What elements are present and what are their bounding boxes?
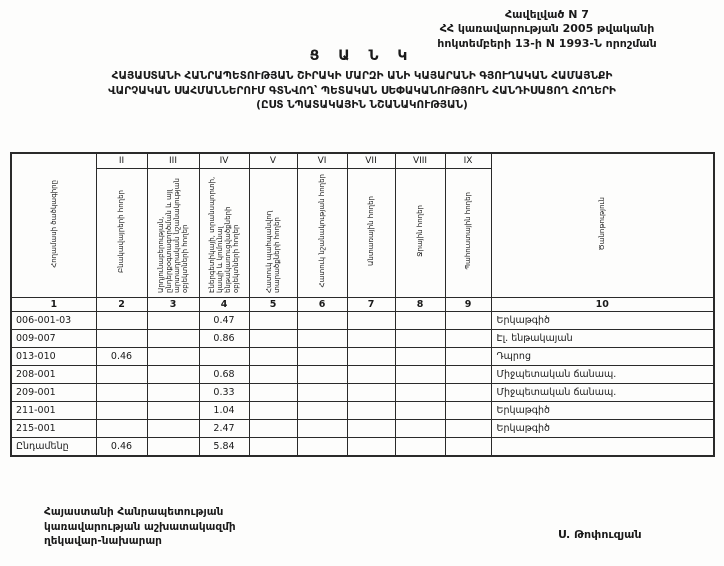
- area-value-cell: [147, 312, 199, 330]
- column-number: 5: [249, 298, 297, 312]
- document-title: Ց Ա Ն Կ: [309, 48, 415, 64]
- area-value-cell: [249, 366, 297, 384]
- area-value-cell: [395, 402, 445, 420]
- area-value-cell: [395, 366, 445, 384]
- annex-decision-line: հոկտեմբերի 13-ի N 1993-Ն որոշման: [437, 36, 657, 50]
- signatory-line-2: կառավարության աշխատակազմի: [44, 520, 236, 533]
- annex-annotation: [382, 8, 712, 51]
- area-value-cell: [96, 420, 147, 438]
- note-cell: Դպրոց: [491, 348, 714, 366]
- column-header-industrial: [147, 169, 199, 298]
- area-value-cell: [96, 366, 147, 384]
- area-value-cell: [96, 402, 147, 420]
- table-row: [11, 348, 714, 366]
- column-number: 4: [199, 298, 249, 312]
- area-value-cell: [395, 420, 445, 438]
- area-value-cell: [445, 312, 491, 330]
- plot-code-cell: 009-007: [11, 330, 96, 348]
- land-table-wrapper: [10, 152, 715, 457]
- note-cell: Երկաթգիծ: [491, 420, 714, 438]
- column-number: 8: [395, 298, 445, 312]
- area-value-cell: [445, 420, 491, 438]
- area-value-cell: [249, 348, 297, 366]
- signatory-line-3: ղեկավար-նախարար: [44, 535, 162, 548]
- area-value-cell: [147, 330, 199, 348]
- column-label-residential: Բնակավայրերի հողեր: [117, 189, 126, 273]
- area-value-cell: [347, 402, 395, 420]
- column-number: 1: [11, 298, 96, 312]
- roman-numeral: III: [147, 153, 199, 169]
- area-value-cell: [347, 420, 395, 438]
- area-value-cell: [395, 330, 445, 348]
- column-header-water: [395, 169, 445, 298]
- area-value-cell: [147, 348, 199, 366]
- area-value-cell: 2.47: [199, 420, 249, 438]
- column-number: 2: [96, 298, 147, 312]
- area-value-cell: [147, 366, 199, 384]
- note-cell: [491, 438, 714, 457]
- annex-government-line: ՀՀ կառավարության 2005 թվականի: [439, 22, 655, 36]
- column-number: 7: [347, 298, 395, 312]
- area-value-cell: [96, 312, 147, 330]
- column-label-industrial: Արդյունաբերության, ընդերքօգտագործման և այլ արտադրական նշանակության օբյեկտների հողեր: [156, 178, 190, 293]
- column-number: 9: [445, 298, 491, 312]
- column-label-code: Հողամասի ծածկագիրը: [49, 179, 58, 268]
- title-line-2: ՎԱՐՉԱԿԱՆ ՍԱՀՄԱՆՆԵՐՈՒՄ ԳՏՆՎՈՂ՝ ՊԵՏԱԿԱՆ ՍԵՓԱԿԱՆՈՒԹՅՈՒՆ ՀԱՆԴԻՍԱՑՈՂ ՀՈՂԵՐԻ: [108, 84, 616, 97]
- area-value-cell: [347, 384, 395, 402]
- area-value-cell: [395, 438, 445, 457]
- roman-numeral: IV: [199, 153, 249, 169]
- note-cell: Երկաթգիծ: [491, 312, 714, 330]
- roman-numeral: VI: [297, 153, 347, 169]
- column-label-water: Ջրային հողեր: [415, 205, 424, 257]
- area-value-cell: 1.04: [199, 402, 249, 420]
- plot-code-cell: Ընդամենը: [11, 438, 96, 457]
- area-value-cell: [445, 384, 491, 402]
- plot-code-cell: 211-001: [11, 402, 96, 420]
- table-row: [11, 438, 714, 457]
- note-cell: Էլ. ենթակայան: [491, 330, 714, 348]
- area-value-cell: [297, 348, 347, 366]
- table-row: [11, 330, 714, 348]
- area-value-cell: [347, 438, 395, 457]
- column-label-protected-areas: Հատուկ պահպանվող տարածքների հողեր: [264, 210, 281, 293]
- land-table: [10, 152, 715, 457]
- title-line-1: ՀԱՅԱՍՏԱՆԻ ՀԱՆՐԱՊԵՏՈՒԹՅԱՆ ՇԻՐԱԿԻ ՄԱՐԶԻ ԱՆԻ ԿԱՅԱՐԱՆԻ ԳՅՈՒՂԱԿԱՆ ՀԱՄԱՅՆՔԻ: [111, 70, 613, 82]
- note-cell: Միջպետական ճանապ.: [491, 384, 714, 402]
- column-header-residential: [96, 169, 147, 298]
- area-value-cell: [249, 438, 297, 457]
- column-label-forest: Անտառային հողեր: [366, 196, 375, 266]
- area-value-cell: [147, 402, 199, 420]
- column-header-special-purpose: [297, 169, 347, 298]
- column-label-energy-transport: Էներգետիկայի, տրանսպորտի, կապի և կոմունալ ենթակառուցվածքների օբյեկտների հողեր: [207, 176, 241, 293]
- area-value-cell: 0.86: [199, 330, 249, 348]
- area-value-cell: [297, 402, 347, 420]
- area-value-cell: [445, 348, 491, 366]
- plot-code-cell: 006-001-03: [11, 312, 96, 330]
- column-number: 6: [297, 298, 347, 312]
- area-value-cell: [297, 366, 347, 384]
- area-value-cell: 0.46: [96, 438, 147, 457]
- area-value-cell: [249, 420, 297, 438]
- column-header-energy-transport: [199, 169, 249, 298]
- area-value-cell: [445, 330, 491, 348]
- column-header-protected-areas: [249, 169, 297, 298]
- roman-numeral: VII: [347, 153, 395, 169]
- column-header-reserve: [445, 169, 491, 298]
- column-header-code: [11, 153, 96, 298]
- area-value-cell: [347, 330, 395, 348]
- plot-code-cell: 209-001: [11, 384, 96, 402]
- area-value-cell: [147, 420, 199, 438]
- table-row: [11, 402, 714, 420]
- area-value-cell: [445, 366, 491, 384]
- area-value-cell: [395, 348, 445, 366]
- signatory-block: [44, 505, 236, 549]
- area-value-cell: 0.33: [199, 384, 249, 402]
- area-value-cell: 0.68: [199, 366, 249, 384]
- roman-numeral: VIII: [395, 153, 445, 169]
- column-label-special-purpose: Հատուկ նշանակության հողեր: [317, 174, 326, 288]
- plot-code-cell: 215-001: [11, 420, 96, 438]
- table-body: [11, 312, 714, 457]
- table-header: [11, 153, 714, 312]
- table-row: [11, 312, 714, 330]
- area-value-cell: 0.47: [199, 312, 249, 330]
- plot-code-cell: 013-010: [11, 348, 96, 366]
- area-value-cell: [395, 384, 445, 402]
- column-label-note: Ծանոթություն: [598, 196, 607, 251]
- area-value-cell: [297, 330, 347, 348]
- annex-number: Հավելված N 7: [505, 8, 589, 21]
- area-value-cell: [347, 366, 395, 384]
- table-row: [11, 420, 714, 438]
- table-row: [11, 366, 714, 384]
- roman-numeral-row: [11, 153, 714, 169]
- area-value-cell: [96, 330, 147, 348]
- column-label-reserve: Պահուստային հողեր: [463, 192, 472, 270]
- signature-name: Ս. Թոփուզյան: [558, 528, 642, 541]
- note-cell: Երկաթգիծ: [491, 402, 714, 420]
- plot-code-cell: 208-001: [11, 366, 96, 384]
- area-value-cell: 5.84: [199, 438, 249, 457]
- title-line-3: (ԸՍՏ ՆՊԱՏԱԿԱՅԻՆ ՆՇԱՆԱԿՈՒԹՅԱՆ): [256, 99, 468, 112]
- roman-numeral: V: [249, 153, 297, 169]
- title-block: [0, 48, 724, 113]
- roman-numeral: IX: [445, 153, 491, 169]
- area-value-cell: [445, 402, 491, 420]
- area-value-cell: [147, 438, 199, 457]
- area-value-cell: [297, 384, 347, 402]
- column-number: 10: [491, 298, 714, 312]
- area-value-cell: [249, 330, 297, 348]
- area-value-cell: [147, 384, 199, 402]
- area-value-cell: [199, 348, 249, 366]
- area-value-cell: [297, 420, 347, 438]
- column-header-forest: [347, 169, 395, 298]
- column-header-note: [491, 153, 714, 298]
- area-value-cell: [249, 384, 297, 402]
- area-value-cell: [297, 438, 347, 457]
- signatory-line-1: Հայաստանի Հանրապետության: [44, 506, 224, 518]
- area-value-cell: [347, 348, 395, 366]
- area-value-cell: [347, 312, 395, 330]
- area-value-cell: [249, 402, 297, 420]
- area-value-cell: [297, 312, 347, 330]
- area-value-cell: [249, 312, 297, 330]
- area-value-cell: [96, 384, 147, 402]
- table-row: [11, 384, 714, 402]
- area-value-cell: [395, 312, 445, 330]
- column-number: 3: [147, 298, 199, 312]
- roman-numeral: II: [96, 153, 147, 169]
- area-value-cell: [445, 438, 491, 457]
- area-value-cell: 0.46: [96, 348, 147, 366]
- column-number-row: [11, 298, 714, 312]
- note-cell: Միջպետական ճանապ.: [491, 366, 714, 384]
